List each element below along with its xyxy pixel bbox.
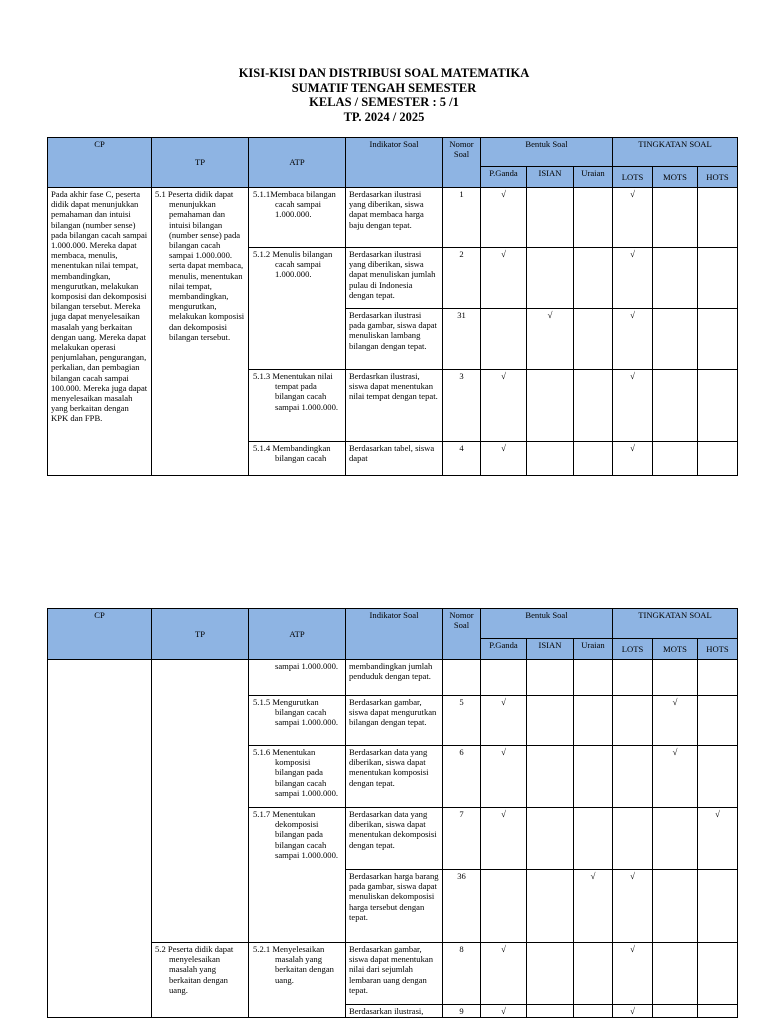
isian-cell (527, 696, 574, 746)
atp-cell: 5.1.2 Menulis bilangan cacah sampai 1.000.000. (249, 248, 346, 370)
lots-check: √ (613, 1005, 653, 1018)
mots-cell (653, 870, 698, 943)
hots-cell (698, 188, 738, 248)
tp-cell: 5.2 Peserta didik dapat menyelesaikan masalah yang berkaitan dengan uang. (152, 943, 249, 1018)
uraian-cell (574, 1005, 613, 1018)
kisi-kisi-table-2 (47, 608, 738, 1018)
indikator-cell: Berdasarkan ilustrasi yang diberikan, siswa dapat membaca harga baju dengan tepat. (346, 188, 443, 248)
isian-cell (527, 870, 574, 943)
pganda-check: √ (481, 746, 527, 808)
table-row (48, 188, 738, 248)
header-isian: ISIAN (527, 167, 574, 188)
mots-cell (653, 309, 698, 370)
kisi-kisi-table-1 (47, 137, 738, 476)
pganda-cell (481, 309, 527, 370)
indikator-cell: Berdasarkan gambar, siswa dapat mengurutkan bilangan dengan tepat. (346, 696, 443, 746)
hots-cell (698, 746, 738, 808)
uraian-cell (574, 370, 613, 442)
lots-check: √ (613, 442, 653, 476)
title-line-4: TP. 2024 / 2025 (343, 109, 425, 124)
nomor-cell: 36 (443, 870, 481, 943)
header-indikator: Indikator Soal (346, 138, 443, 188)
nomor-cell: 5 (443, 696, 481, 746)
mots-cell (653, 808, 698, 870)
hots-cell (698, 248, 738, 309)
isian-check: √ (527, 309, 574, 370)
nomor-cell: 4 (443, 442, 481, 476)
lots-cell (613, 746, 653, 808)
lots-check: √ (613, 248, 653, 309)
lots-cell (613, 660, 653, 696)
lots-check: √ (613, 188, 653, 248)
indikator-cell: Berdasarkan data yang diberikan, siswa dapat menentukan komposisi dengan tepat. (346, 746, 443, 808)
isian-cell (527, 808, 574, 870)
indikator-cell: Berdasrkan ilustrasi, siswa dapat menentukan nilai tempat dengan tepat. (346, 370, 443, 442)
atp-cell: 5.2.1 Menyelesaikan masalah yang berkaitan dengan uang. (249, 943, 346, 1018)
title-line-1: KISI-KISI DAN DISTRIBUSI SOAL MATEMATIKA (238, 66, 530, 80)
hots-cell (698, 696, 738, 746)
document-title (0, 66, 768, 124)
mots-cell (653, 660, 698, 696)
header-lots: LOTS (613, 167, 653, 188)
mots-cell (653, 370, 698, 442)
lots-check: √ (613, 370, 653, 442)
uraian-cell (574, 808, 613, 870)
title-line-2: SUMATIF TENGAH SEMESTER (291, 80, 477, 95)
header-cp: CP (48, 609, 152, 660)
nomor-cell: 7 (443, 808, 481, 870)
lots-check: √ (613, 309, 653, 370)
header-mots: MOTS (653, 167, 698, 188)
cp-cell (48, 660, 152, 1018)
nomor-cell: 2 (443, 248, 481, 309)
isian-cell (527, 188, 574, 248)
header-pganda: P.Ganda (481, 639, 527, 660)
indikator-cell: membandingkan jumlah penduduk dengan tepat. (346, 660, 443, 696)
nomor-cell: 1 (443, 188, 481, 248)
title-line-3: KELAS / SEMESTER : 5 /1 (309, 95, 459, 109)
header-hots: HOTS (698, 167, 738, 188)
hots-cell (698, 943, 738, 1005)
nomor-cell: 6 (443, 746, 481, 808)
pganda-cell (481, 870, 527, 943)
uraian-cell (574, 660, 613, 696)
table-row (48, 660, 738, 696)
lots-check: √ (613, 870, 653, 943)
nomor-cell: 9 (443, 1005, 481, 1018)
mots-check: √ (653, 746, 698, 808)
tp-cell: 5.1 Peserta didik dapat menunjukkan pemahaman dan intuisi bilangan (number sense) pada bilangan cacah sampai 1.000.000. serta dapat membaca, menulis, menentukan nilai tempat, membandingkan, mengurutkan, melakukan komposisi dan dekomposisi bilangan tersebut. (152, 188, 249, 476)
pganda-check: √ (481, 1005, 527, 1018)
header-mots: MOTS (653, 639, 698, 660)
header-uraian: Uraian (574, 639, 613, 660)
header-tingkatan: TINGKATAN SOAL (613, 138, 738, 167)
atp-cell: 5.1.3 Menentukan nilai tempat pada bilangan cacah sampai 1.000.000. (249, 370, 346, 442)
pganda-check: √ (481, 442, 527, 476)
header-atp: ATP (249, 138, 346, 188)
indikator-cell: Berdasarkan tabel, siswa dapat (346, 442, 443, 476)
pganda-check: √ (481, 808, 527, 870)
nomor-cell: 8 (443, 943, 481, 1005)
header-uraian: Uraian (574, 167, 613, 188)
indikator-cell: Berdasarkan ilustrasi pada gambar, siswa dapat menuliskan lambang bilangan dengan tepat. (346, 309, 443, 370)
mots-check: √ (653, 696, 698, 746)
atp-cell: 5.1.6 Menentukan komposisi bilangan pada bilangan cacah sampai 1.000.000. (249, 746, 346, 808)
header-indikator: Indikator Soal (346, 609, 443, 660)
nomor-cell: 3 (443, 370, 481, 442)
uraian-cell (574, 248, 613, 309)
hots-cell (698, 660, 738, 696)
header-hots: HOTS (698, 639, 738, 660)
uraian-cell (574, 442, 613, 476)
isian-cell (527, 370, 574, 442)
hots-cell (698, 442, 738, 476)
header-bentuk-soal: Bentuk Soal (481, 138, 613, 167)
isian-cell (527, 746, 574, 808)
header-tp: TP (152, 609, 249, 660)
isian-cell (527, 1005, 574, 1018)
cp-cell: Pada akhir fase C, peserta didik dapat menunjukkan pemahaman dan intuisi bilangan (number sense) pada bilangan cacah sampai 1.000.000. Mereka dapat membaca, menulis, menentukan nilai tempat, membandingkan, mengurutkan, melakukan komposisi dan dekomposisi bilangan tersebut. Mereka juga dapat menyelesaikan masalah yang berkaitan dengan uang. Mereka dapat melakukan operasi penjumlahan, pengurangan, perkalian, dan pembagian bilangan cacah sampai 100.000. Mereka juga dapat menyelesaikan masalah yang berkaitan dengan KPK dan FPB. (48, 188, 152, 476)
isian-cell (527, 442, 574, 476)
header-pganda: P.Ganda (481, 167, 527, 188)
lots-check: √ (613, 943, 653, 1005)
mots-cell (653, 248, 698, 309)
hots-cell (698, 1005, 738, 1018)
isian-cell (527, 660, 574, 696)
mots-cell (653, 188, 698, 248)
uraian-cell (574, 188, 613, 248)
hots-cell (698, 309, 738, 370)
atp-cell: 5.1.5 Mengurutkan bilangan cacah sampai 1.000.000. (249, 696, 346, 746)
isian-cell (527, 943, 574, 1005)
header-tp: TP (152, 138, 249, 188)
nomor-cell: 31 (443, 309, 481, 370)
mots-cell (653, 442, 698, 476)
hots-check: √ (698, 808, 738, 870)
uraian-cell (574, 746, 613, 808)
indikator-cell: Berdasarkan harga barang pada gambar, siswa dapat menuliskan dekomposisi harga tersebut dengan tepat. (346, 870, 443, 943)
pganda-check: √ (481, 943, 527, 1005)
header-tingkatan: TINGKATAN SOAL (613, 609, 738, 639)
atp-cell: 5.1.4 Membandingkan bilangan cacah (249, 442, 346, 476)
indikator-cell: Berdasarkan ilustrasi, (346, 1005, 443, 1018)
header-lots: LOTS (613, 639, 653, 660)
header-nomor: Nomor Soal (443, 138, 481, 188)
atp-cell: sampai 1.000.000. (249, 660, 346, 696)
header-atp: ATP (249, 609, 346, 660)
pganda-check: √ (481, 248, 527, 309)
hots-cell (698, 370, 738, 442)
uraian-cell (574, 696, 613, 746)
indikator-cell: Berdasarkan data yang diberikan, siswa dapat menentukan dekomposisi dengan tepat. (346, 808, 443, 870)
mots-cell (653, 1005, 698, 1018)
pganda-check: √ (481, 696, 527, 746)
header-isian: ISIAN (527, 639, 574, 660)
lots-cell (613, 808, 653, 870)
atp-cell: 5.1.7 Menentukan dekomposisi bilangan pada bilangan cacah sampai 1.000.000. (249, 808, 346, 943)
pganda-check: √ (481, 370, 527, 442)
lots-cell (613, 696, 653, 746)
header-cp: CP (48, 138, 152, 188)
tp-cell (152, 660, 249, 943)
isian-cell (527, 248, 574, 309)
hots-cell (698, 870, 738, 943)
uraian-cell (574, 309, 613, 370)
table-row (48, 943, 738, 1005)
mots-cell (653, 943, 698, 1005)
header-bentuk-soal: Bentuk Soal (481, 609, 613, 639)
nomor-cell (443, 660, 481, 696)
pganda-check: √ (481, 188, 527, 248)
atp-cell: 5.1.1Membaca bilangan cacah sampai 1.000.000. (249, 188, 346, 248)
pganda-cell (481, 660, 527, 696)
indikator-cell: Berdasarkan ilustrasi yang diberikan, siswa dapat menuliskan jumlah pulau di Indonesia dengan tepat. (346, 248, 443, 309)
indikator-cell: Berdasarkan gambar, siswa dapat menentukan nilai dari sejumlah lembaran uang dengan tepat. (346, 943, 443, 1005)
header-nomor: Nomor Soal (443, 609, 481, 660)
uraian-check: √ (574, 870, 613, 943)
uraian-cell (574, 943, 613, 1005)
